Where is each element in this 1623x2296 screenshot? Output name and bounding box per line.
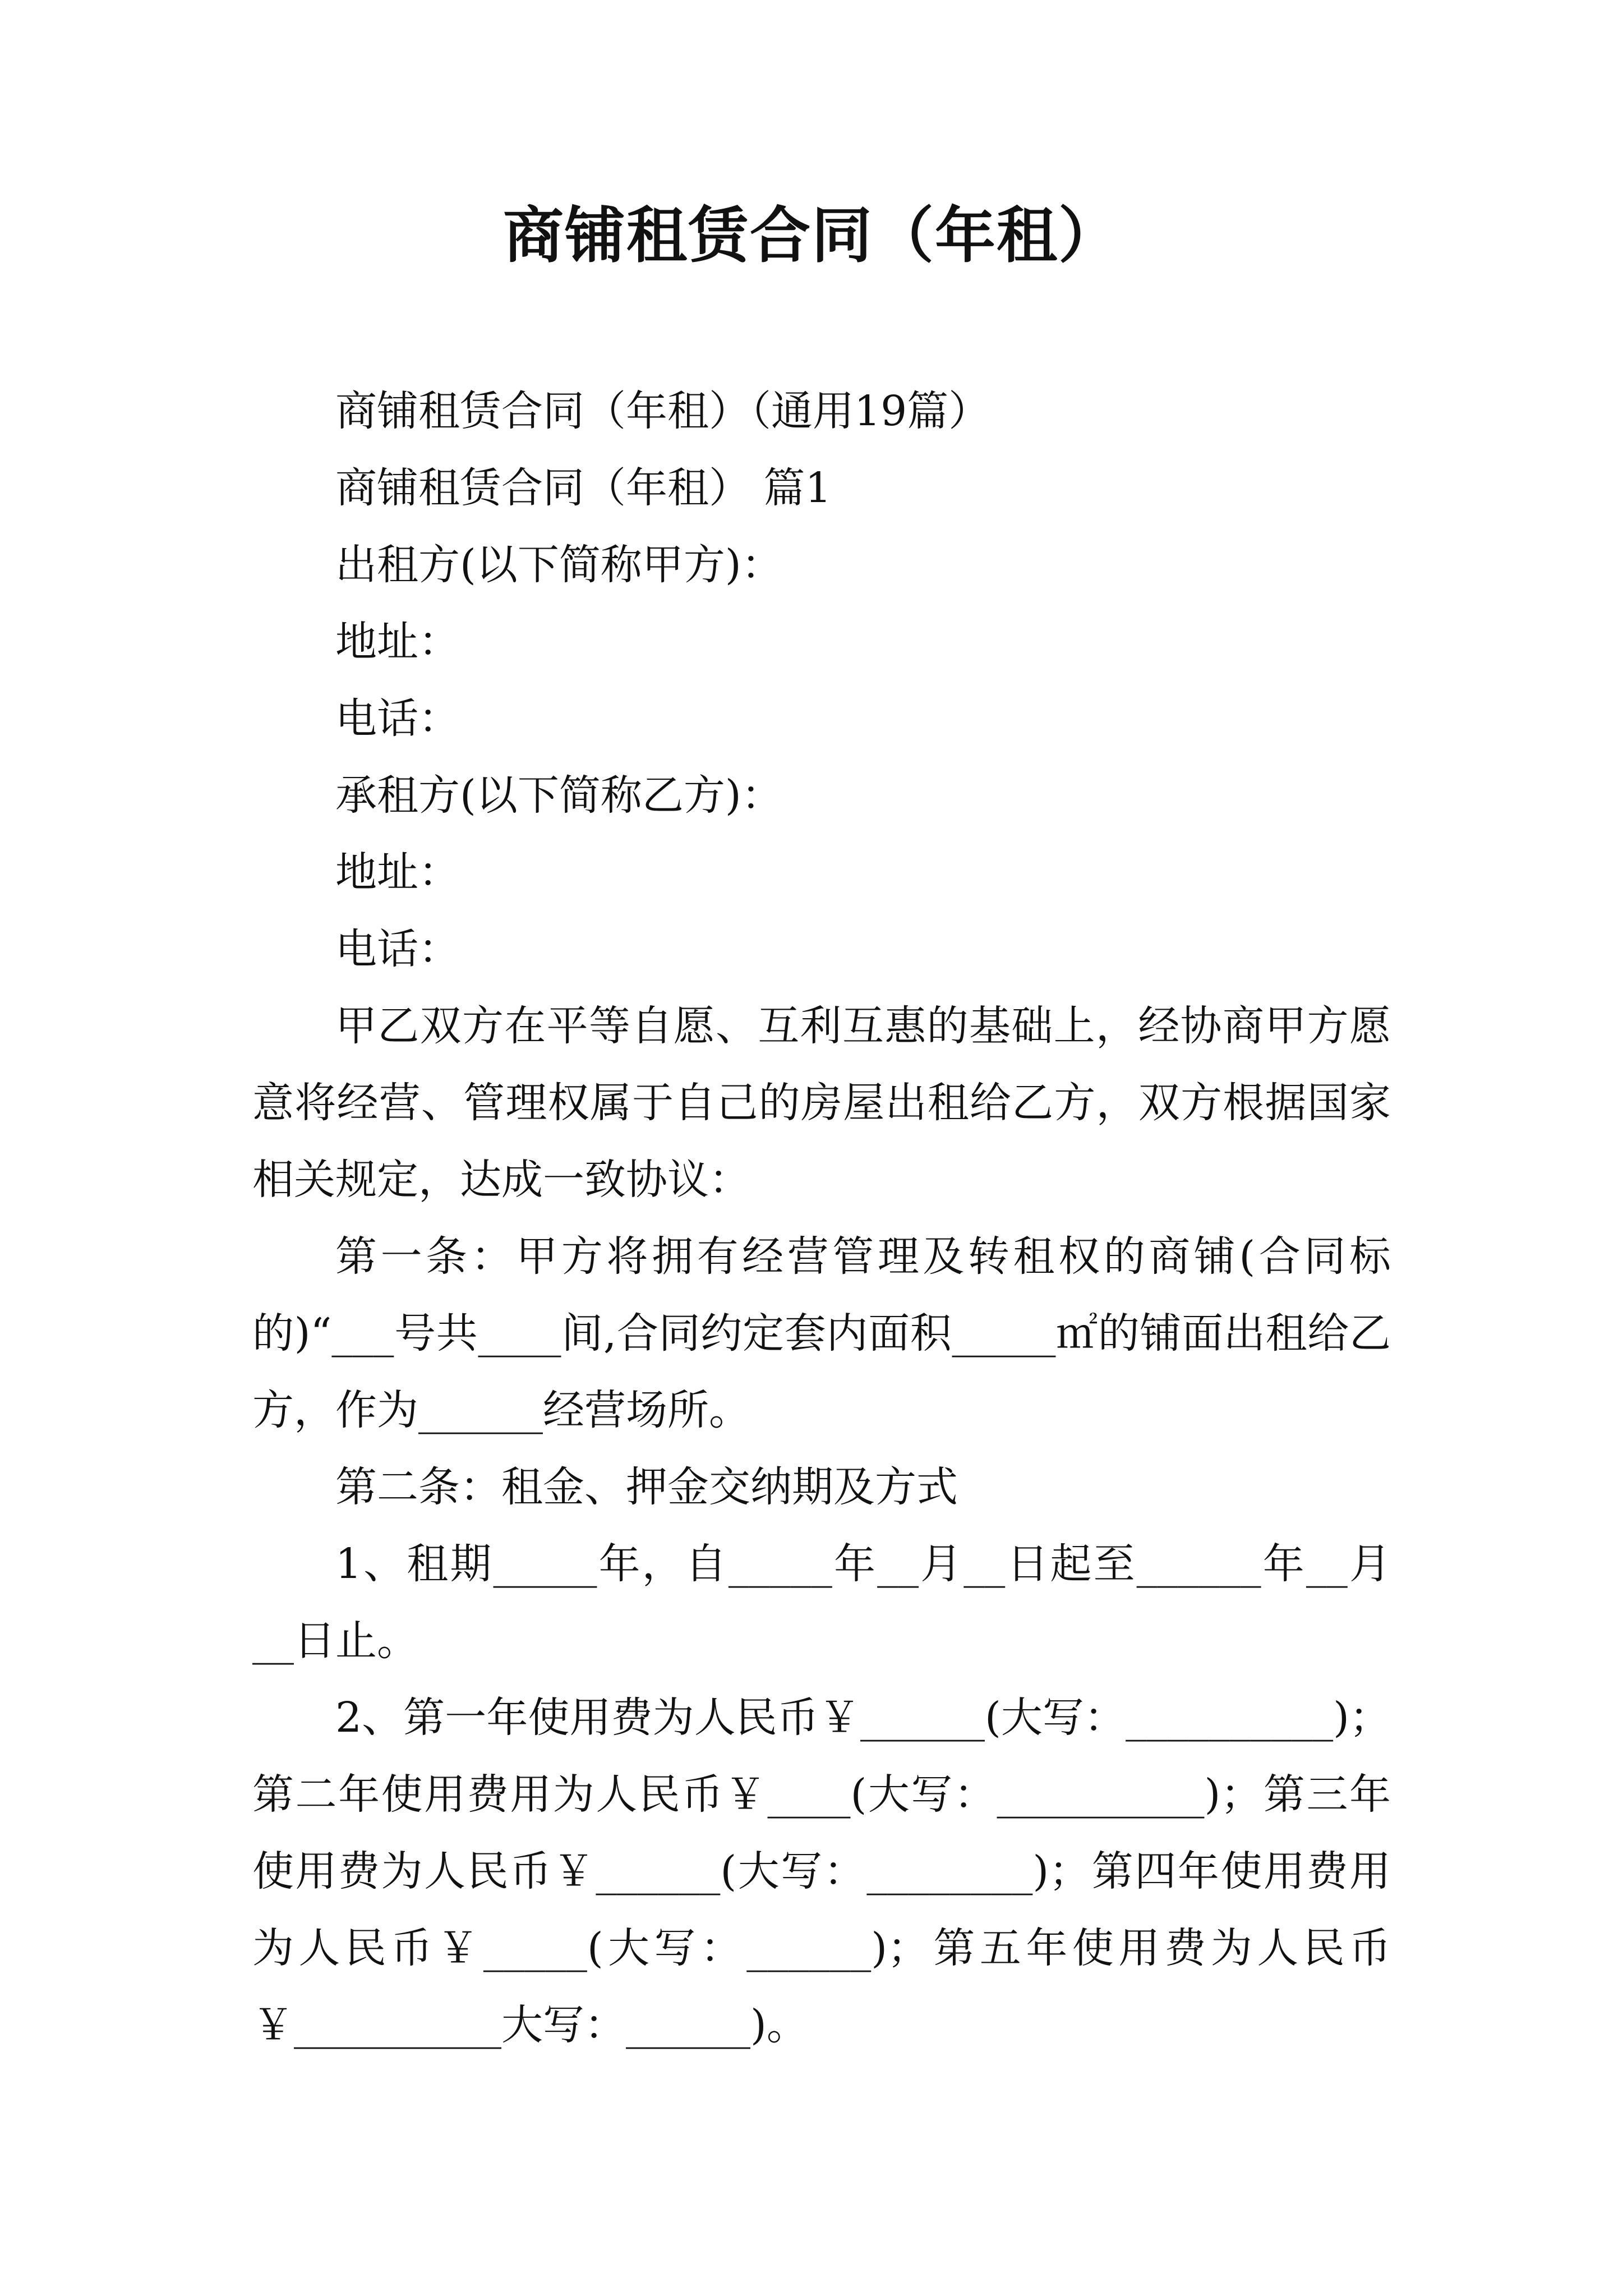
- document-title: 商铺租赁合同（年租）: [502, 200, 1120, 271]
- paragraph-section-heading: 商铺租赁合同（年租） 篇1: [335, 464, 832, 512]
- paragraph-lessee-phone: 电话：: [335, 925, 460, 973]
- paragraph-subtitle: 商铺租赁合同（年租）（通用19篇）: [335, 387, 990, 435]
- paragraph-agreement-intro: 甲乙双方在平等自愿、互利互惠的基础上，经协商甲方愿意将经营、管理权属于自己的房屋出租给乙方，双方根据国家相关规定，达成一致协议：: [252, 1002, 1391, 1204]
- paragraph-article-2-heading: 第二条：租金、押金交纳期及方式: [335, 1463, 958, 1511]
- paragraph-lessor: 出租方(以下简称甲方)：: [335, 541, 783, 589]
- paragraph-article-1: 第一条：甲方将拥有经营管理及转租权的商铺(合同标的)“___号共____间,合同约定套内面积_____㎡的铺面出租给乙方，作为______经营场所。: [252, 1232, 1391, 1434]
- document-body: [252, 373, 1391, 2064]
- paragraph-lessor-phone: 电话：: [335, 694, 460, 743]
- paragraph-lease-term: 1、租期_____年，自_____年__月__日起至______年__月__日止。: [252, 1540, 1391, 1665]
- paragraph-lessee-address: 地址：: [335, 848, 460, 896]
- paragraph-lessee: 承租方(以下简称乙方)：: [335, 771, 783, 820]
- paragraph-rent-schedule: 2、第一年使用费为人民币￥______(大写：__________)；第二年使用费用为人民币￥____(大写：__________)；第三年使用费为人民币￥______(大写：________)；第四年使用费用为人民币￥_____(大写：______)；第五年使用费为人民币￥__________大写：______)。: [252, 1694, 1391, 2049]
- paragraph-lessor-address: 地址：: [335, 618, 460, 666]
